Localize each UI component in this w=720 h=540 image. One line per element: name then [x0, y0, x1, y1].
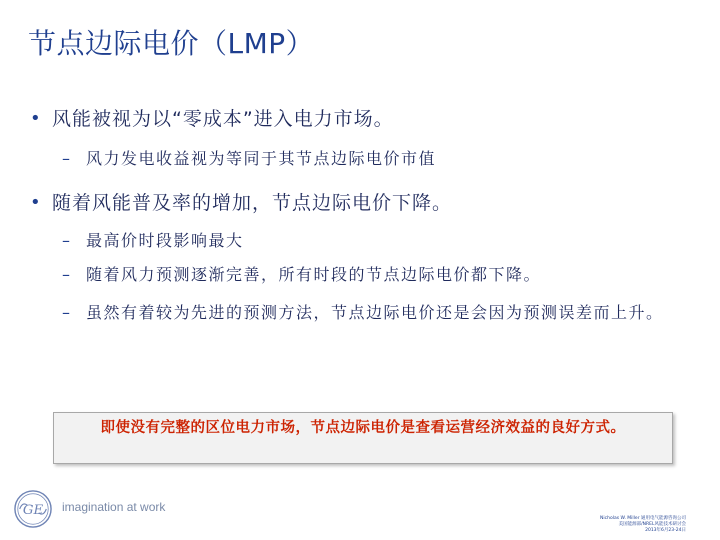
dash-marker: – [62, 265, 70, 284]
sub-bullet-item [62, 230, 702, 252]
callout-box [53, 412, 673, 464]
footer-credit [600, 516, 686, 534]
sub-bullet-item [62, 302, 688, 324]
svg-text:GE: GE [22, 502, 44, 518]
tagline: imagination at work [62, 500, 166, 514]
sub-bullet-text: 随着风力预测逐渐完善，所有时段的节点边际电价都下降。 [86, 265, 542, 284]
dash-marker: – [62, 303, 70, 322]
bullet-item [30, 191, 452, 215]
bullet-item [30, 107, 394, 131]
bullet-text: 风能被视为以“零成本”进入电力市场。 [52, 108, 394, 130]
footer-line: 2013年6月23-24日 [645, 528, 686, 533]
ge-logo-icon [14, 490, 52, 528]
footer-line: Nicholas W. Miller 通用电气能源咨询公司 [600, 516, 686, 521]
bullet-text: 随着风能普及率的增加，节点边际电价下降。 [52, 192, 453, 214]
bullet-marker: • [30, 108, 41, 129]
bullet-marker: • [30, 192, 41, 213]
sub-bullet-text: 风力发电收益视为等同于其节点边际电价市值 [86, 149, 437, 168]
dash-marker: – [62, 231, 70, 250]
sub-bullet-text: 最高价时段影响最大 [86, 231, 244, 250]
slide-title: 节点边际电价（LMP） [28, 27, 315, 60]
sub-bullet-item [62, 148, 702, 170]
callout-text: 即使没有完整的区位电力市场，节点边际电价是查看运营经济效益的良好方式。 [100, 420, 626, 436]
sub-bullet-text: 虽然有着较为先进的预测方法，节点边际电价还是会因为预测误差而上升。 [86, 303, 664, 322]
footer-line: 美国能源部/NREL风能技术研讨会 [618, 522, 686, 527]
dash-marker: – [62, 149, 70, 168]
sub-bullet-item [62, 264, 702, 286]
